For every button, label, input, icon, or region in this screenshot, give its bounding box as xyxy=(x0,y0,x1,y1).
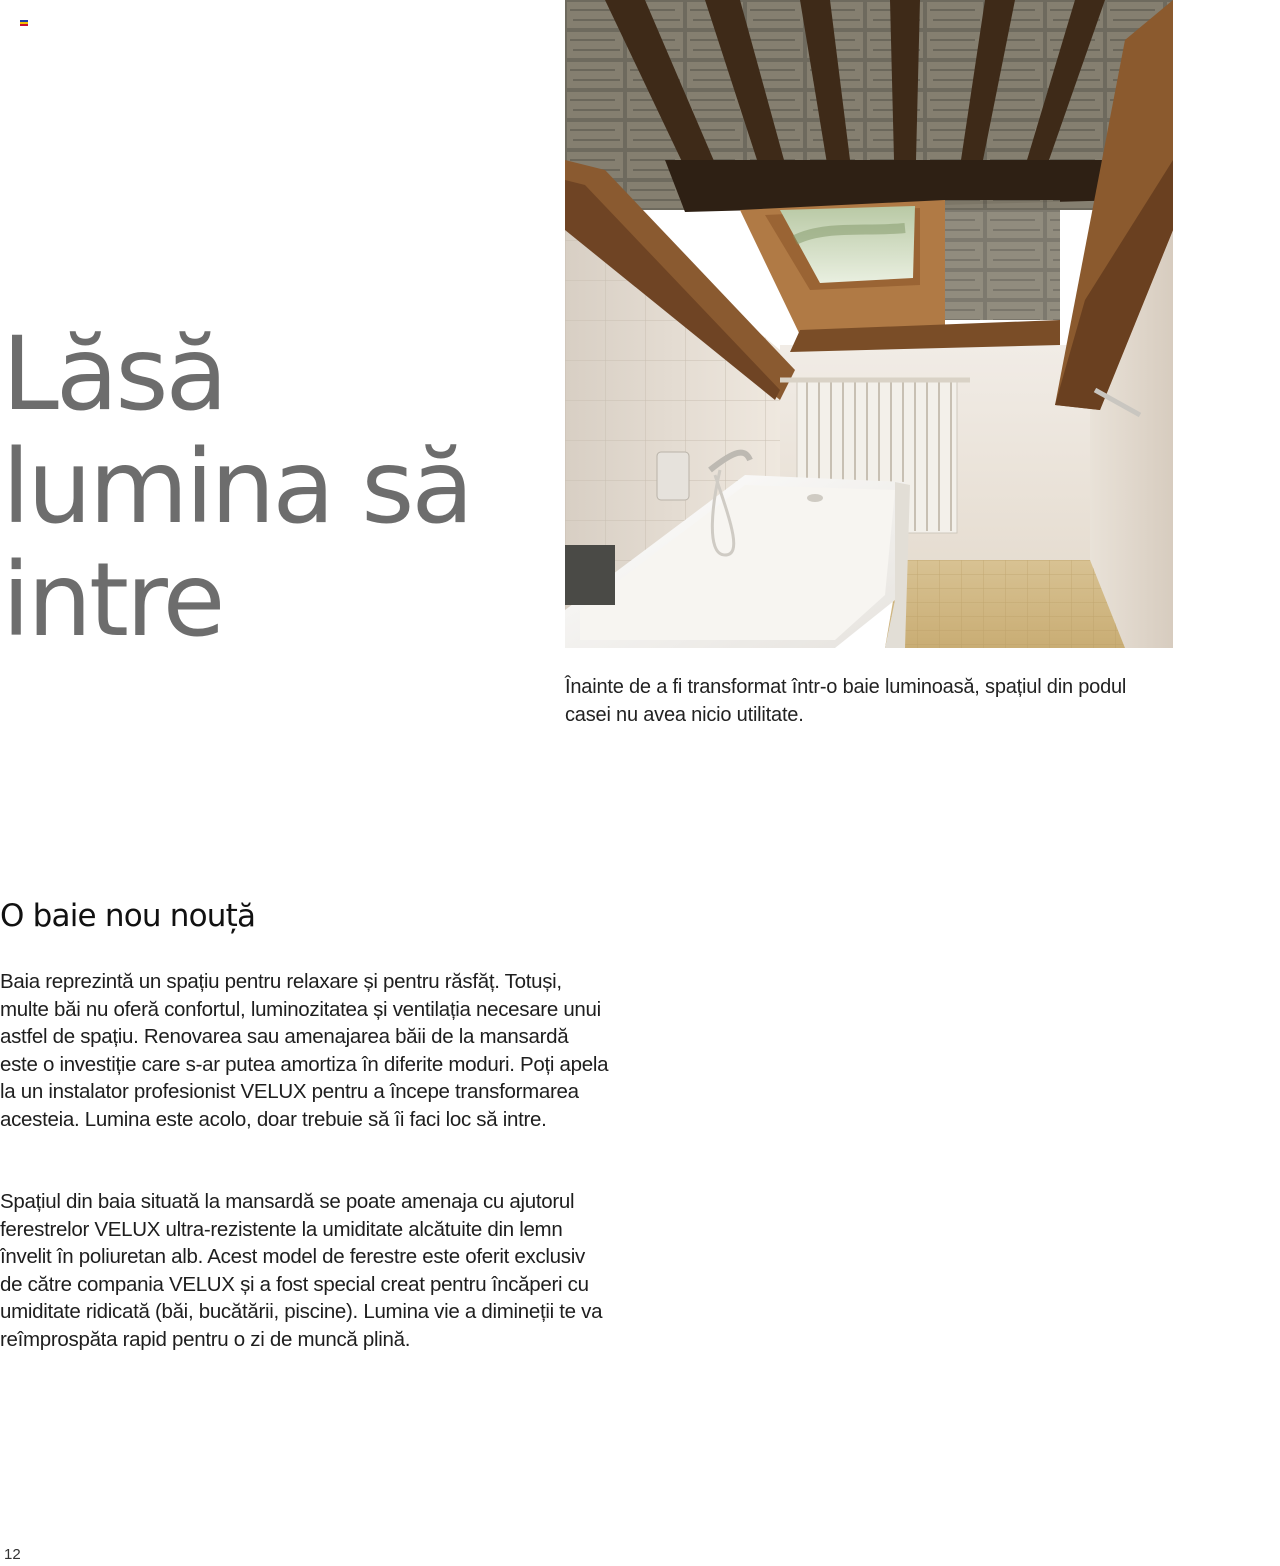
headline xyxy=(2,315,471,660)
headline-line-2: lumina să xyxy=(2,428,471,547)
flag-icon xyxy=(20,20,28,26)
headline-line-1: Lăsă xyxy=(2,315,225,434)
section-title: O baie nou nouță xyxy=(0,898,256,934)
headline-line-3: intre xyxy=(2,541,223,660)
body-paragraph-1: Baia reprezintă un spațiu pentru relaxare și pentru răsfăț. Totuși, multe băi nu oferă confortul, luminozitatea și ventilația necesare unui astfel de spațiu. Renovarea sau amenajarea băii de la mansardă este o investiție care s-ar putea amortiza în diferite moduri. Poți apela la un instalator profesionist VELUX pentru a începe transformarea acesteia. Lumina este acolo, doar trebuie să îi faci loc să intre. xyxy=(0,970,609,1131)
bathroom-photo xyxy=(565,0,1173,648)
photo-caption: Înainte de a fi transformat într-o baie luminoasă, spațiul din podul casei nu avea nicio utilitate. xyxy=(565,676,1127,726)
page-number: 12 xyxy=(4,1546,21,1563)
body-paragraph-2: Spațiul din baia situată la mansardă se poate amenaja cu ajutorul ferestrelor VELUX ultra-rezistente la umiditate alcătuite din lemn învelit în poliuretan alb. Acest model de ferestre este oferit exclusiv de către compania VELUX și a fost special creat pentru încăperi cu umiditate ridicată (băi, bucătării, piscine). Lumina vie a dimineții te va reîmprospăta rapid pentru o zi de muncă plină. xyxy=(0,1190,603,1351)
